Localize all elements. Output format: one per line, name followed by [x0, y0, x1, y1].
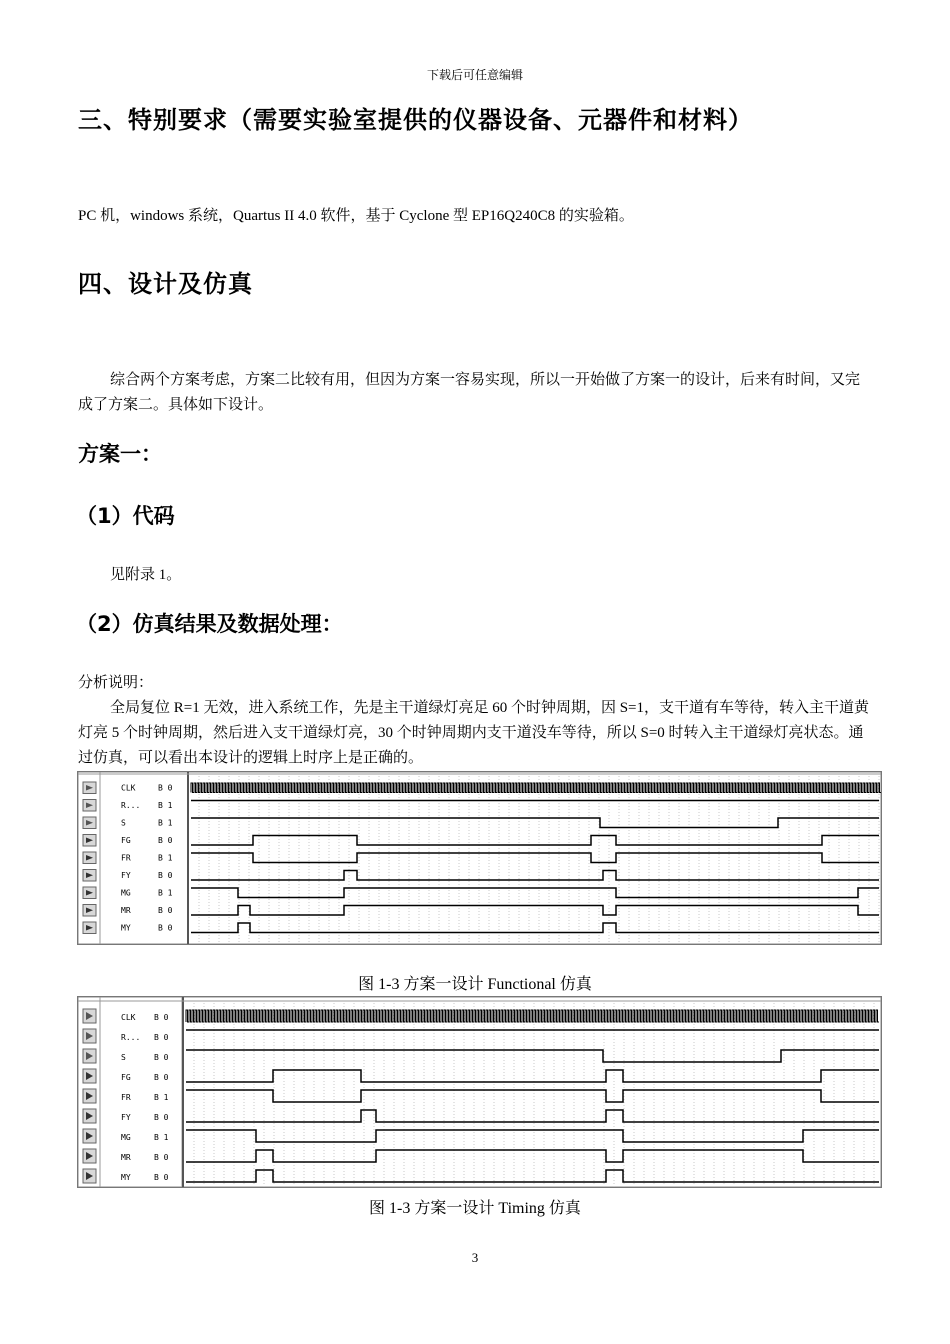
svg-text:B 0: B 0: [158, 906, 173, 915]
svg-text:FR: FR: [121, 853, 131, 863]
svg-text:MY: MY: [121, 1173, 131, 1182]
svg-text:B 0: B 0: [158, 923, 173, 933]
svg-text:B 0: B 0: [154, 1053, 169, 1062]
svg-text:B 0: B 0: [154, 1173, 169, 1182]
svg-text:B 0: B 0: [158, 783, 173, 793]
section4-intro: 综合两个方案考虑，方案二比较有用，但因为方案一容易实现，所以一开始做了方案一的设计，后来有时间，又完成了方案二。具体如下设计。: [78, 372, 861, 413]
svg-text:FR: FR: [121, 1093, 131, 1102]
svg-text:B 0: B 0: [154, 1033, 169, 1042]
svg-text:R...: R...: [121, 801, 141, 810]
svg-text:FG: FG: [121, 1073, 131, 1082]
svg-text:MG: MG: [121, 888, 131, 898]
svg-text:B 0: B 0: [158, 836, 173, 845]
svg-text:B 1: B 1: [158, 818, 173, 828]
timing-waveform-svg: [78, 997, 881, 1187]
code-body: 见附录 1。: [110, 567, 182, 583]
svg-text:CLK: CLK: [121, 1013, 136, 1022]
svg-text:MR: MR: [121, 1153, 131, 1162]
svg-text:FY: FY: [121, 1113, 131, 1122]
svg-text:S: S: [121, 818, 126, 828]
svg-text:B 1: B 1: [154, 1093, 169, 1102]
svg-text:B 0: B 0: [154, 1113, 169, 1122]
svg-text:B 0: B 0: [154, 1073, 169, 1082]
plan1-title: 方案一：: [78, 442, 162, 466]
analysis-label: 分析说明：: [78, 675, 154, 691]
page-number: 3: [471, 1250, 479, 1265]
svg-text:MG: MG: [121, 1133, 131, 1142]
timing-caption: 图 1-3 方案一设计 Timing 仿真: [369, 1200, 581, 1217]
section4-title: 四、设计及仿真: [78, 270, 253, 298]
functional-waveform: [77, 771, 882, 945]
functional-waveform-svg: [78, 772, 881, 944]
svg-text:FG: FG: [121, 836, 131, 845]
section3-body: PC 机，windows 系统，Quartus II 4.0 软件，基于 Cyclone 型 EP16Q240C8 的实验箱。: [78, 208, 634, 224]
svg-text:B 1: B 1: [158, 801, 173, 810]
timing-waveform: [77, 996, 882, 1188]
svg-text:B 0: B 0: [158, 871, 173, 880]
analysis-body: 全局复位 R=1 无效，进入系统工作，先是主干道绿灯亮足 60 个时钟周期，因 S=1，支干道有车等待，转入主干道黄灯亮 5 个时钟周期，然后进入支干道绿灯亮，30 个时钟周期内支干道没车等待，所以 S=0 时转入主干道绿灯亮状态。通过仿真，可以看出本设计的逻辑上时序上是正确的。: [78, 700, 870, 766]
svg-text:MR: MR: [121, 906, 131, 915]
svg-text:B 1: B 1: [158, 888, 173, 898]
svg-text:S: S: [121, 1053, 126, 1062]
svg-text:B 1: B 1: [158, 853, 173, 863]
code-title: （1）代码: [76, 504, 175, 528]
svg-text:R...: R...: [121, 1033, 141, 1042]
svg-text:B 1: B 1: [154, 1133, 169, 1142]
section3-title: 三、特别要求（需要实验室提供的仪器设备、元器件和材料）: [78, 106, 753, 134]
sim-title: （2）仿真结果及数据处理：: [76, 612, 343, 636]
svg-text:FY: FY: [121, 871, 131, 880]
page-header: 下载后可任意编辑: [426, 68, 523, 82]
svg-text:MY: MY: [121, 923, 131, 933]
svg-text:CLK: CLK: [121, 783, 136, 793]
svg-text:B 0: B 0: [154, 1153, 169, 1162]
svg-text:B 0: B 0: [154, 1013, 169, 1022]
functional-caption: 图 1-3 方案一设计 Functional 仿真: [358, 976, 592, 993]
